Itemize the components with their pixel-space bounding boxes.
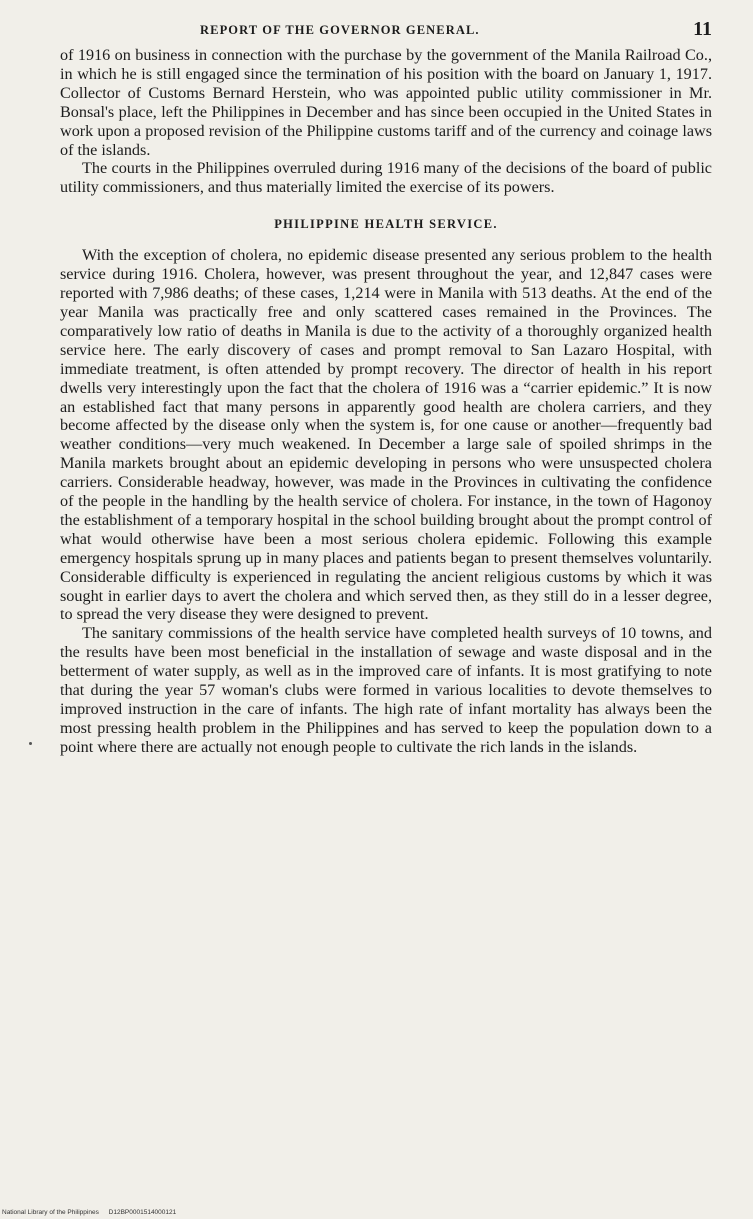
page-number: 11 [693, 18, 712, 40]
paragraph-sanitary-commissions: The sanitary commissions of the health service have completed health surveys of 10 towns, and the results have been most beneficial in the installation of sewage and waste disposal and in the betterment of water supply, as well as in the improved care of infants. It is most gratifying to note that during the year 57 woman's clubs were formed in various localities to devote themselves to improved instruction in the care of infants. The high rate of infant mortality has always been the most pressing health problem in the Philippines and has served to keep the population down to a point where there are actually not enough people to cultivate the rich lands in the islands. [60, 624, 712, 756]
paragraph-cholera: With the exception of cholera, no epidemic disease presented any serious problem to the health service during 1916. Cholera, however, was present throughout the year, and 12,847 cases were reported with 7,986 deaths; of these cases, 1,214 were in Manila with 513 deaths. At the end of the year Manila was practically free and only scattered cases remained in the Provinces. The comparatively low ratio of deaths in Manila is due to the activity of a thoroughly organized health service here. The early discovery of cases and prompt removal to San Lazaro Hospital, with immediate treatment, is often attended by prompt recovery. The director of health in his report dwells very interestingly upon the fact that the cholera of 1916 was a “carrier epidemic.” It is now an established fact that many persons in apparently good health are cholera carriers, and they become affected by the disease only when the system is, for one cause or another—frequently bad weather conditions—very much weakened. In December a large sale of spoiled shrimps in the Manila markets brought about an epidemic developing in persons who were unsuspected cholera carriers. Considerable headway, however, was made in the Provinces in cultivating the confidence of the people in the handling by the health service of cholera. For instance, in the town of Hagonoy the establishment of a temporary hospital in the school building brought about the prompt control of what would otherwise have been a most serious cholera epidemic. Following this example emergency hospitals sprung up in many places and patients began to present themselves voluntarily. Considerable difficulty is experienced in regulating the ancient religious customs by which it was sought in earlier days to avert the cholera and which served then, as they still do in a lesser degree, to spread the very disease they were designed to prevent. [60, 246, 712, 624]
report-page [60, 16, 712, 757]
page-header [60, 16, 712, 46]
paragraph-courts: The courts in the Philippines overruled during 1916 many of the decisions of the board of public utility commissioners, and thus materially limited the exercise of its powers. [60, 159, 712, 197]
running-head: REPORT OF THE GOVERNOR GENERAL. [200, 23, 480, 37]
section-heading: PHILIPPINE HEALTH SERVICE. [274, 217, 498, 232]
footer-code: D12BP0001514000121 [108, 1209, 177, 1216]
page-footer [2, 1209, 176, 1216]
footer-library: National Library of the Philippines [2, 1209, 99, 1216]
margin-mark [29, 742, 32, 745]
paragraph-continuation: of 1916 on business in connection with the purchase by the government of the Manila Railroad Co., in which he is still engaged since the termination of his position with the board on January 1, 1917. Collector of Customs Bernard Herstein, who was appointed public utility commissioner in Mr. Bonsal's place, left the Philippines in December and has since been occupied in the United States in work upon a proposed revision of the Philippine customs tariff and of the currency and coinage laws of the islands. [60, 46, 712, 159]
